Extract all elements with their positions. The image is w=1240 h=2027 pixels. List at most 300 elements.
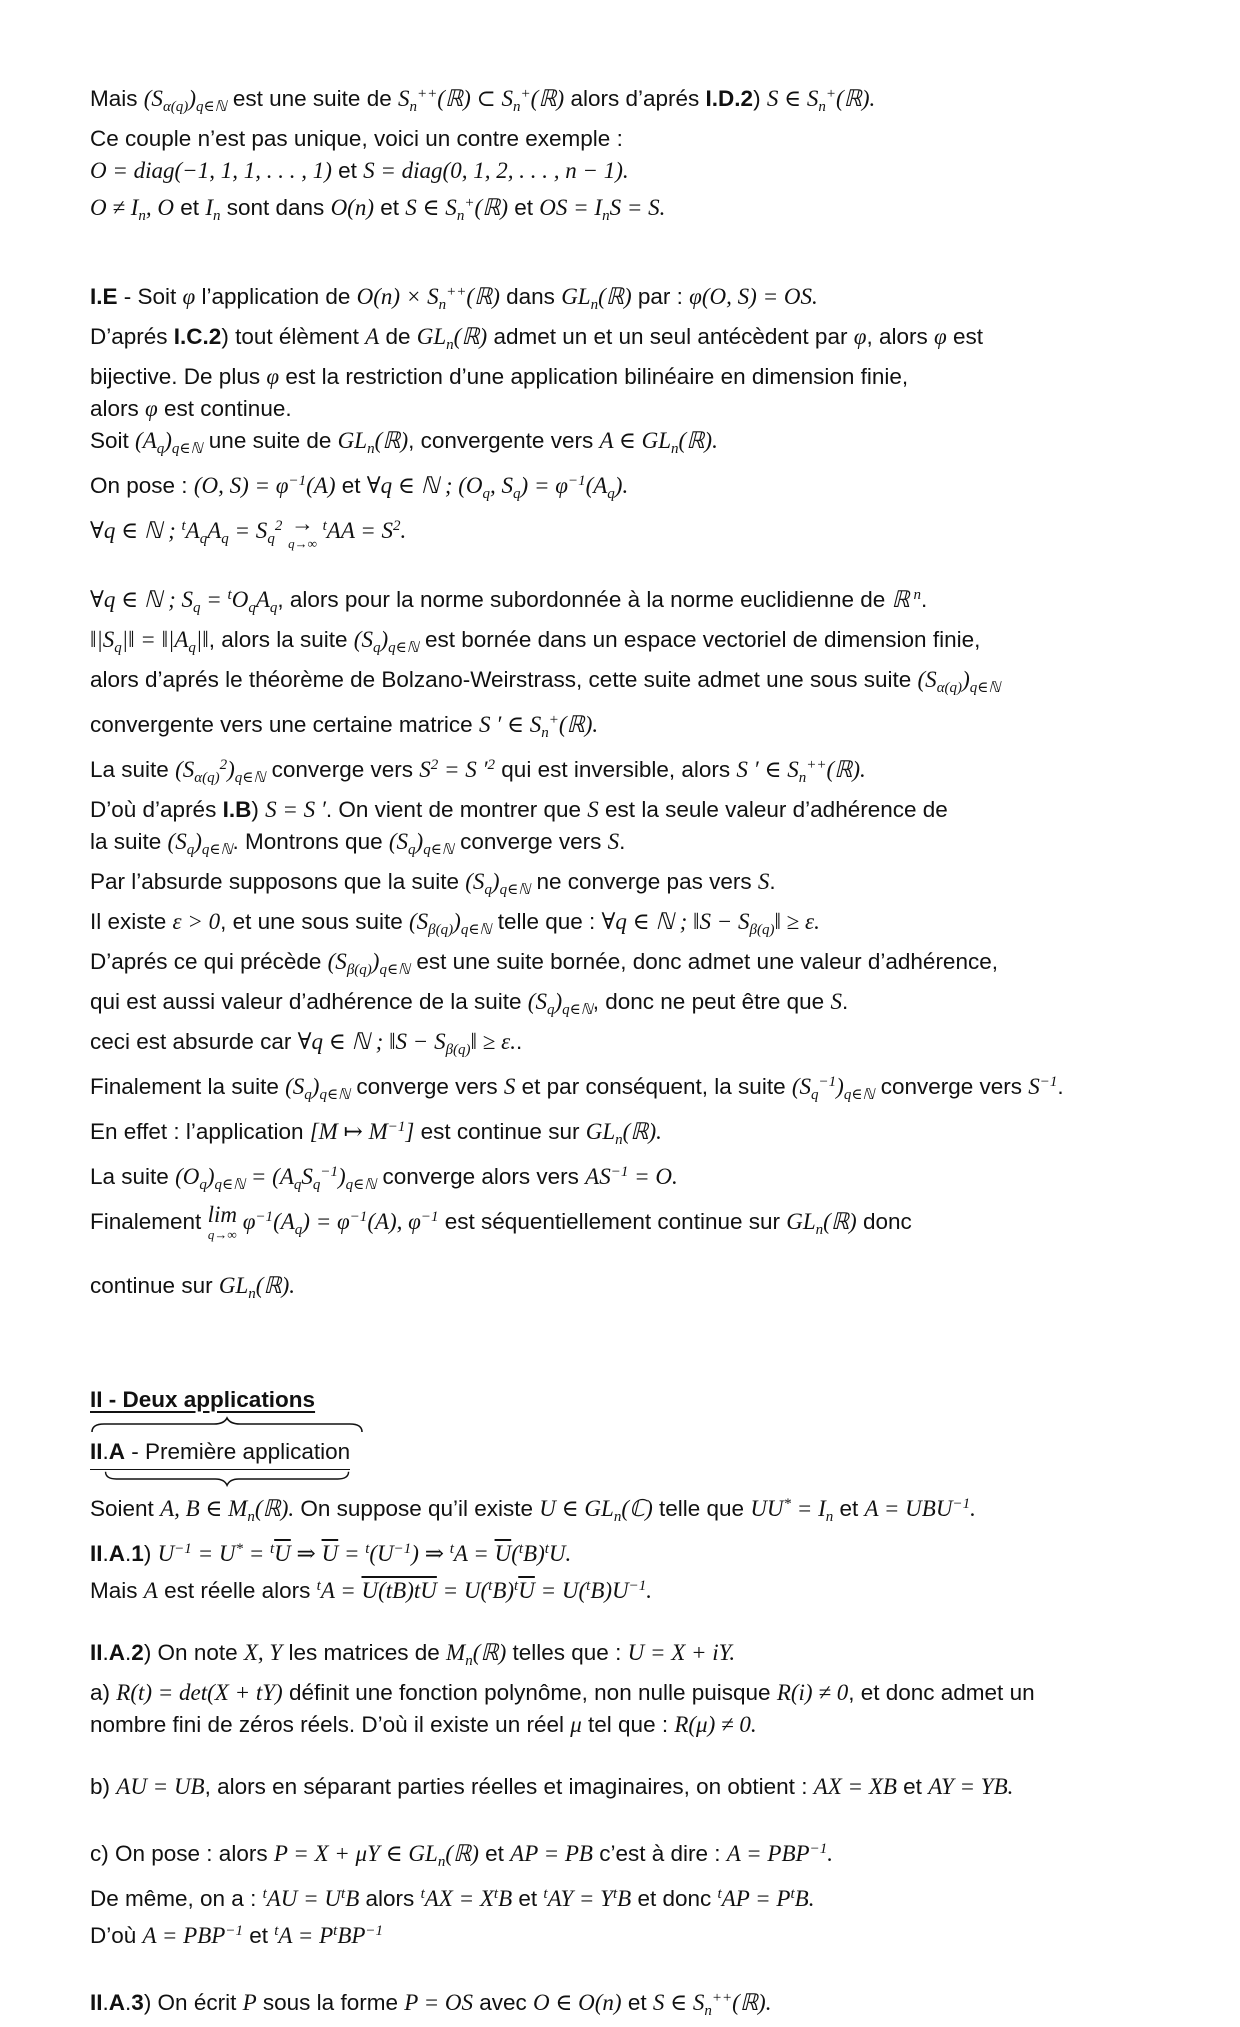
- math-subscript: q: [199, 531, 208, 547]
- text-line: [90, 1201, 1170, 1246]
- math-expression: ): [415, 829, 424, 854]
- math-expression: =: [242, 1541, 270, 1566]
- math-expression: ‖|S: [90, 627, 115, 652]
- math-expression: B): [492, 1578, 515, 1603]
- math-expression: U: [157, 1541, 175, 1566]
- math-expression: X, Y: [243, 1640, 283, 1665]
- math-subscript: q∈ℕ: [345, 1177, 377, 1193]
- text-run: une suite de: [202, 428, 338, 453]
- text-run: Soient: [90, 1496, 161, 1521]
- text-run: c’est à dire :: [592, 1841, 727, 1866]
- math-expression: .: [827, 1841, 833, 1866]
- math-expression: S = S.: [609, 195, 666, 220]
- math-superscript: t: [227, 587, 232, 603]
- math-limit-subscript: q→∞: [288, 536, 317, 551]
- math-expression: A: [255, 587, 270, 612]
- math-superscript: t: [518, 1541, 524, 1557]
- math-superscript: −1: [610, 1164, 629, 1180]
- math-superscript: t: [365, 1541, 370, 1557]
- math-superscript: +: [548, 712, 559, 728]
- math-superscript: t: [612, 1886, 618, 1902]
- math-subscript: q: [294, 1222, 303, 1238]
- text-run: .: [102, 1541, 109, 1566]
- text-line: [90, 510, 1170, 555]
- math-subscript: n: [615, 1132, 623, 1148]
- text-line: [90, 794, 1170, 826]
- text-line: [90, 749, 1170, 794]
- math-expression: ): [491, 869, 500, 894]
- math-expression: GL: [561, 284, 591, 309]
- math-expression: = S: [228, 518, 268, 543]
- math-expression: (S: [327, 949, 347, 974]
- math-superscript: t: [488, 1578, 493, 1594]
- text-run: dans: [499, 284, 562, 309]
- math-subscript: n: [367, 441, 375, 457]
- math-subscript: β(q): [445, 1042, 471, 1058]
- section-heading: [90, 1384, 1170, 1416]
- text-run: est une suite de: [226, 86, 398, 111]
- text-run: .: [841, 989, 849, 1014]
- text-run: alors: [359, 1886, 421, 1911]
- math-expression: A =: [320, 1578, 362, 1603]
- text-line: [90, 123, 1170, 155]
- math-expression: AU = UB: [116, 1774, 205, 1799]
- text-run: Mais: [90, 1578, 144, 1603]
- text-line: [90, 1533, 1170, 1570]
- math-subscript: n: [465, 1653, 473, 1669]
- text-line: [90, 393, 1170, 425]
- text-run: tel que :: [581, 1712, 675, 1737]
- math-expression: P = OS: [404, 1990, 473, 2015]
- text-run: alors d’aprés: [564, 86, 706, 111]
- text-line: [90, 1066, 1170, 1111]
- text-run: et: [896, 1774, 929, 1799]
- reference-label: II: [90, 1640, 103, 1665]
- math-subscript: n: [247, 1509, 255, 1525]
- text-run: sont dans: [220, 195, 331, 220]
- math-subscript: q: [408, 842, 416, 858]
- math-expression: (A): [306, 473, 336, 498]
- math-superscript: t: [543, 1886, 548, 1902]
- text-run: telle que: [652, 1496, 751, 1521]
- math-expression: ): [164, 428, 172, 453]
- math-subscript: q: [188, 640, 196, 656]
- text-run: De même, on a :: [90, 1886, 263, 1911]
- math-expression: ): [227, 757, 235, 782]
- math-expression: = U: [191, 1541, 236, 1566]
- math-conjugate: $\overline{U}$: [518, 1578, 535, 1603]
- math-expression: B)U: [590, 1578, 629, 1603]
- math-expression: (S: [791, 1074, 812, 1099]
- text-run: sous la forme: [256, 1990, 405, 2015]
- document-page: [90, 78, 1170, 2027]
- text-line: [90, 155, 1170, 187]
- math-superscript: t: [316, 1578, 321, 1594]
- text-run: .: [125, 1640, 132, 1665]
- text-run: est une suite bornée, donc admet une valeur d’adhérence,: [410, 949, 998, 974]
- reference-label: A: [108, 1990, 126, 2015]
- math-subscript: q: [248, 600, 256, 616]
- reference-label: A: [108, 1640, 126, 1665]
- text-run: par :: [631, 284, 690, 309]
- math-superscript: −1: [349, 1209, 368, 1225]
- text-run: c) On pose : alors: [90, 1841, 274, 1866]
- text-run: .: [125, 1990, 132, 2015]
- text-line: [90, 465, 1170, 510]
- reference-label: 1: [131, 1541, 144, 1566]
- math-expression: GL: [218, 1273, 249, 1298]
- math-expression: (U: [369, 1541, 394, 1566]
- math-superscript: t: [333, 1923, 338, 1939]
- math-expression: φ: [182, 284, 196, 309]
- math-subscript: n: [815, 1222, 824, 1238]
- math-subscript: n: [818, 99, 826, 115]
- text-run: , donc ne peut être que: [592, 989, 831, 1014]
- text-run: avec: [472, 1990, 534, 2015]
- math-superscript: 2: [430, 757, 439, 773]
- text-run: D’où: [90, 1923, 143, 1948]
- math-expression: ): [836, 1074, 844, 1099]
- math-expression: AY = YB.: [928, 1774, 1014, 1799]
- text-line: [90, 1878, 1170, 1915]
- math-superscript: −1: [393, 1541, 412, 1557]
- math-conjugate: $\overline{U}$: [321, 1541, 339, 1566]
- text-run: a): [90, 1680, 117, 1705]
- text-run: , alors en séparant parties réelles et imaginaires, on obtient :: [204, 1774, 814, 1799]
- text-line: [90, 1570, 1170, 1607]
- math-superscript: t: [341, 1886, 346, 1902]
- math-expression: ): [206, 1164, 215, 1189]
- math-expression: R(i) ≠ 0: [776, 1680, 849, 1705]
- text-run: et: [621, 1990, 653, 2015]
- math-expression: = (A: [245, 1164, 294, 1189]
- text-run: est bornée dans un espace vectoriel de dimension finie,: [418, 627, 981, 652]
- math-conjugate: U(tB)tU: [361, 1578, 437, 1603]
- math-expression: AX = XB: [813, 1774, 897, 1799]
- math-expression: .: [970, 1496, 976, 1521]
- text-run: .: [102, 1990, 109, 2015]
- math-expression: (ℝ).: [835, 86, 876, 111]
- math-expression: ]: [405, 1119, 415, 1144]
- text-run: b): [90, 1774, 117, 1799]
- math-subscript: n: [613, 1509, 622, 1525]
- math-subscript: q∈ℕ: [423, 842, 454, 858]
- text-line: [90, 906, 1170, 946]
- text-run: - Première application: [125, 1439, 351, 1464]
- math-expression: BP: [337, 1923, 366, 1948]
- math-superscript: +: [520, 86, 531, 102]
- text-run: est continue.: [157, 396, 292, 421]
- math-expression: ): [338, 1164, 346, 1189]
- reference-label: I.B: [222, 797, 252, 822]
- brace-path: [92, 1418, 362, 1432]
- math-subscript: q∈ℕ: [201, 842, 233, 858]
- text-line: [90, 866, 1170, 906]
- math-subscript: q∈ℕ: [843, 1087, 875, 1103]
- math-superscript: 2: [274, 518, 283, 534]
- text-run: converge alors vers: [376, 1164, 586, 1189]
- math-expression: = I: [791, 1496, 826, 1521]
- text-run: et: [242, 1923, 275, 1948]
- text-line: [90, 1709, 1170, 1741]
- text-line: [90, 946, 1170, 986]
- math-expression: P = X + μY ∈ GL: [273, 1841, 438, 1866]
- math-expression: (A), φ: [367, 1209, 421, 1234]
- math-expression: S: [757, 869, 770, 894]
- math-operator: lim: [207, 1202, 237, 1227]
- text-run: de: [379, 324, 417, 349]
- math-subscript: n: [212, 208, 221, 224]
- underbrace-decoration: [90, 1470, 365, 1488]
- math-superscript: 2: [487, 757, 496, 773]
- math-expression: O ∈ O(n): [533, 1990, 622, 2015]
- math-expression: A: [143, 1578, 158, 1603]
- math-expression: (S: [465, 869, 485, 894]
- math-subscript: q: [199, 1177, 207, 1193]
- math-expression: A = P: [278, 1923, 334, 1948]
- math-subscript: q: [221, 531, 229, 547]
- math-subscript: q∈ℕ: [460, 922, 492, 938]
- math-expression: (A: [135, 428, 157, 453]
- spacer: [90, 555, 1170, 579]
- math-subscript: n: [590, 297, 599, 313]
- math-expression: U.: [548, 1541, 572, 1566]
- text-run: est continue sur: [414, 1119, 586, 1144]
- text-run: D’aprés ce qui précède: [90, 949, 328, 974]
- math-expression: ).: [614, 473, 629, 498]
- text-line: [90, 1111, 1170, 1156]
- text-run: et: [331, 158, 364, 183]
- math-subscript: q: [114, 640, 122, 656]
- math-superscript: 2: [392, 518, 401, 534]
- math-superscript: ++: [711, 1990, 733, 2006]
- math-expression: (S: [527, 989, 547, 1014]
- math-expression: (S: [353, 627, 373, 652]
- math-subscript: q: [811, 1087, 819, 1103]
- math-subscript: q: [372, 640, 381, 656]
- text-line: [90, 1833, 1170, 1878]
- spacer: [90, 1952, 1170, 1982]
- math-subscript: q∈ℕ: [969, 680, 1001, 696]
- math-subscript: q∈ℕ: [319, 1087, 351, 1103]
- text-line: [90, 321, 1170, 361]
- text-line: [90, 1488, 1170, 1533]
- math-superscript: n: [909, 587, 921, 603]
- math-subscript: q∈ℕ: [379, 962, 411, 978]
- math-expression: ∀q ∈ ℕ ; ‖S − S: [601, 909, 750, 934]
- math-expression: M: [446, 1640, 466, 1665]
- math-expression: (ℝ).: [254, 1496, 295, 1521]
- math-expression: = S ′: [438, 757, 488, 782]
- math-expression: A =: [453, 1541, 495, 1566]
- math-subscript: q: [482, 486, 491, 502]
- math-expression: , S: [490, 473, 514, 498]
- math-expression: I: [205, 195, 213, 220]
- math-expression: (ℝ): [445, 1841, 479, 1866]
- text-run: et: [174, 195, 206, 220]
- math-subscript: q∈ℕ: [171, 441, 203, 457]
- text-run: , alors: [866, 324, 934, 349]
- text-line: [90, 361, 1170, 393]
- math-subscript: n: [248, 1286, 256, 1302]
- reference-label: II: [90, 1439, 103, 1464]
- text-line: [90, 276, 1170, 321]
- text-line: [90, 1270, 1170, 1310]
- math-expression: S: [503, 1074, 516, 1099]
- spacer: [90, 1607, 1170, 1637]
- math-superscript: −1: [174, 1541, 192, 1557]
- math-superscript: ++: [446, 284, 467, 300]
- math-superscript: −1: [320, 1164, 338, 1180]
- math-expression: UU: [750, 1496, 784, 1521]
- math-expression: B): [523, 1541, 545, 1566]
- text-run: , convergente vers: [408, 428, 600, 453]
- text-run: -: [102, 1387, 123, 1412]
- math-expression: A = UBU: [864, 1496, 953, 1521]
- math-expression: B: [617, 1886, 632, 1911]
- math-expression: φ: [236, 1209, 256, 1234]
- math-superscript: ++: [806, 757, 827, 773]
- text-line: [90, 1982, 1170, 2027]
- math-expression: ): [453, 909, 461, 934]
- math-superscript: t: [717, 1886, 722, 1902]
- math-expression: (ℝ): [466, 284, 500, 309]
- math-expression: O ≠ I: [90, 195, 139, 220]
- text-run: En effet : l’application: [90, 1119, 310, 1144]
- math-expression: U ∈ GL: [539, 1496, 614, 1521]
- text-run: est: [946, 324, 983, 349]
- math-expression: GL: [416, 324, 447, 349]
- math-superscript: *: [783, 1496, 792, 1512]
- math-expression: S ′ ∈ S: [736, 757, 799, 782]
- math-superscript: +: [825, 86, 836, 102]
- text-run: bijective. De plus: [90, 364, 267, 389]
- math-expression: (ℝ).: [678, 428, 718, 453]
- math-expression: (ℝ): [374, 428, 409, 453]
- text-run: converge vers: [350, 1074, 504, 1099]
- reference-label: I.D.2: [705, 86, 754, 111]
- math-expression: (ℝ): [472, 1640, 507, 1665]
- math-subscript: n: [409, 99, 417, 115]
- math-expression: A = PBP: [142, 1923, 226, 1948]
- math-superscript: t: [514, 1578, 519, 1594]
- text-line: [90, 187, 1170, 232]
- math-expression: P: [242, 1990, 257, 2015]
- math-expression: (S: [285, 1074, 305, 1099]
- underbrace-decoration: [90, 1416, 365, 1436]
- math-expression: |‖: [195, 627, 209, 652]
- math-subscript: n: [704, 2003, 712, 2019]
- math-expression: A ∈ GL: [599, 428, 672, 453]
- math-subscript: β(q): [346, 962, 372, 978]
- math-expression: R(t) = det(X + tY): [116, 1680, 283, 1705]
- math-subscript: n: [438, 297, 447, 313]
- text-run: admet un et un seul antécèdent par: [487, 324, 854, 349]
- math-expression: O(n) × S: [356, 284, 439, 309]
- subsection-heading: [90, 1436, 1170, 1470]
- math-superscript: −1: [809, 1841, 828, 1857]
- math-expression: A: [365, 324, 380, 349]
- math-expression: (A: [273, 1209, 295, 1234]
- math-superscript: t: [322, 518, 327, 534]
- math-expression: S: [607, 829, 620, 854]
- math-expression: AY = Y: [547, 1886, 613, 1911]
- text-run: est la restriction d’une application bilinéaire en dimension finie,: [279, 364, 909, 389]
- text-run: .: [920, 587, 928, 612]
- math-subscript: q∈ℕ: [234, 770, 266, 786]
- math-expression: S: [397, 86, 410, 111]
- text-run: D’où d’aprés: [90, 797, 223, 822]
- math-expression: (ℝ): [598, 284, 632, 309]
- math-expression: B.: [794, 1886, 815, 1911]
- math-expression: |‖ = ‖|A: [121, 627, 189, 652]
- text-run: et: [507, 195, 540, 220]
- math-expression: AS: [585, 1164, 611, 1189]
- spacer: [90, 1741, 1170, 1771]
- math-expression: AP = P: [721, 1886, 791, 1911]
- math-expression: ): [962, 667, 970, 692]
- math-subscript: q: [293, 1177, 302, 1193]
- math-expression: ): [194, 829, 202, 854]
- math-expression: AA = S: [326, 518, 393, 543]
- text-run: qui est inversible, alors: [495, 757, 737, 782]
- math-expression: (S: [917, 667, 937, 692]
- math-expression: S ∈ S: [766, 86, 819, 111]
- math-superscript: −1: [567, 473, 586, 489]
- math-expression: ): [371, 949, 380, 974]
- math-expression: (ℝ).: [732, 1990, 772, 2015]
- math-subscript: n: [138, 208, 146, 224]
- text-run: alors d’aprés le théorème de Bolzano-Weirstrass, cette suite admet une sous suite: [90, 667, 918, 692]
- math-subscript: q: [607, 486, 615, 502]
- text-line: [90, 826, 1170, 866]
- math-subscript: q: [192, 600, 201, 616]
- math-superscript: t: [420, 1886, 425, 1902]
- math-expression: μ: [570, 1712, 582, 1737]
- math-expression: .: [646, 1578, 653, 1603]
- math-subscript: q∈ℕ: [562, 1002, 593, 1018]
- math-subscript: β(q): [428, 922, 454, 938]
- math-expression: = O.: [628, 1164, 678, 1189]
- math-superscript: t: [181, 518, 186, 534]
- subsection-title: [90, 1436, 350, 1470]
- math-superscript: +: [464, 195, 475, 211]
- math-expression: (ℝ).: [558, 712, 599, 737]
- math-subscript: q: [484, 882, 492, 898]
- math-limit: [208, 1201, 237, 1241]
- math-expression: ∀q ∈ ℕ ; ‖S − S: [297, 1029, 446, 1054]
- math-expression: φ: [933, 324, 947, 349]
- text-run: D’aprés: [90, 324, 174, 349]
- math-expression: S ′ ∈ S: [478, 712, 542, 737]
- math-expression: S = S ′: [265, 797, 326, 822]
- math-expression: φ: [145, 396, 158, 421]
- text-run: ) On note: [143, 1640, 244, 1665]
- math-subscript: n: [825, 1509, 834, 1525]
- text-run: et: [478, 1841, 511, 1866]
- math-subscript: n: [671, 441, 679, 457]
- text-run: qui est aussi valeur d’adhérence de la suite: [90, 989, 528, 1014]
- math-subscript: n: [798, 770, 807, 786]
- math-expression: (ℝ): [823, 1209, 857, 1234]
- text-run: définit une fonction polynôme, non nulle puisque: [282, 1680, 777, 1705]
- text-run: Il existe: [90, 909, 173, 934]
- math-expression: , O: [145, 195, 175, 220]
- reference-label: I.C.2: [173, 324, 222, 349]
- math-expression: (ℝ).: [826, 757, 866, 782]
- math-subscript: q∈ℕ: [195, 99, 227, 115]
- math-expression: A: [207, 518, 222, 543]
